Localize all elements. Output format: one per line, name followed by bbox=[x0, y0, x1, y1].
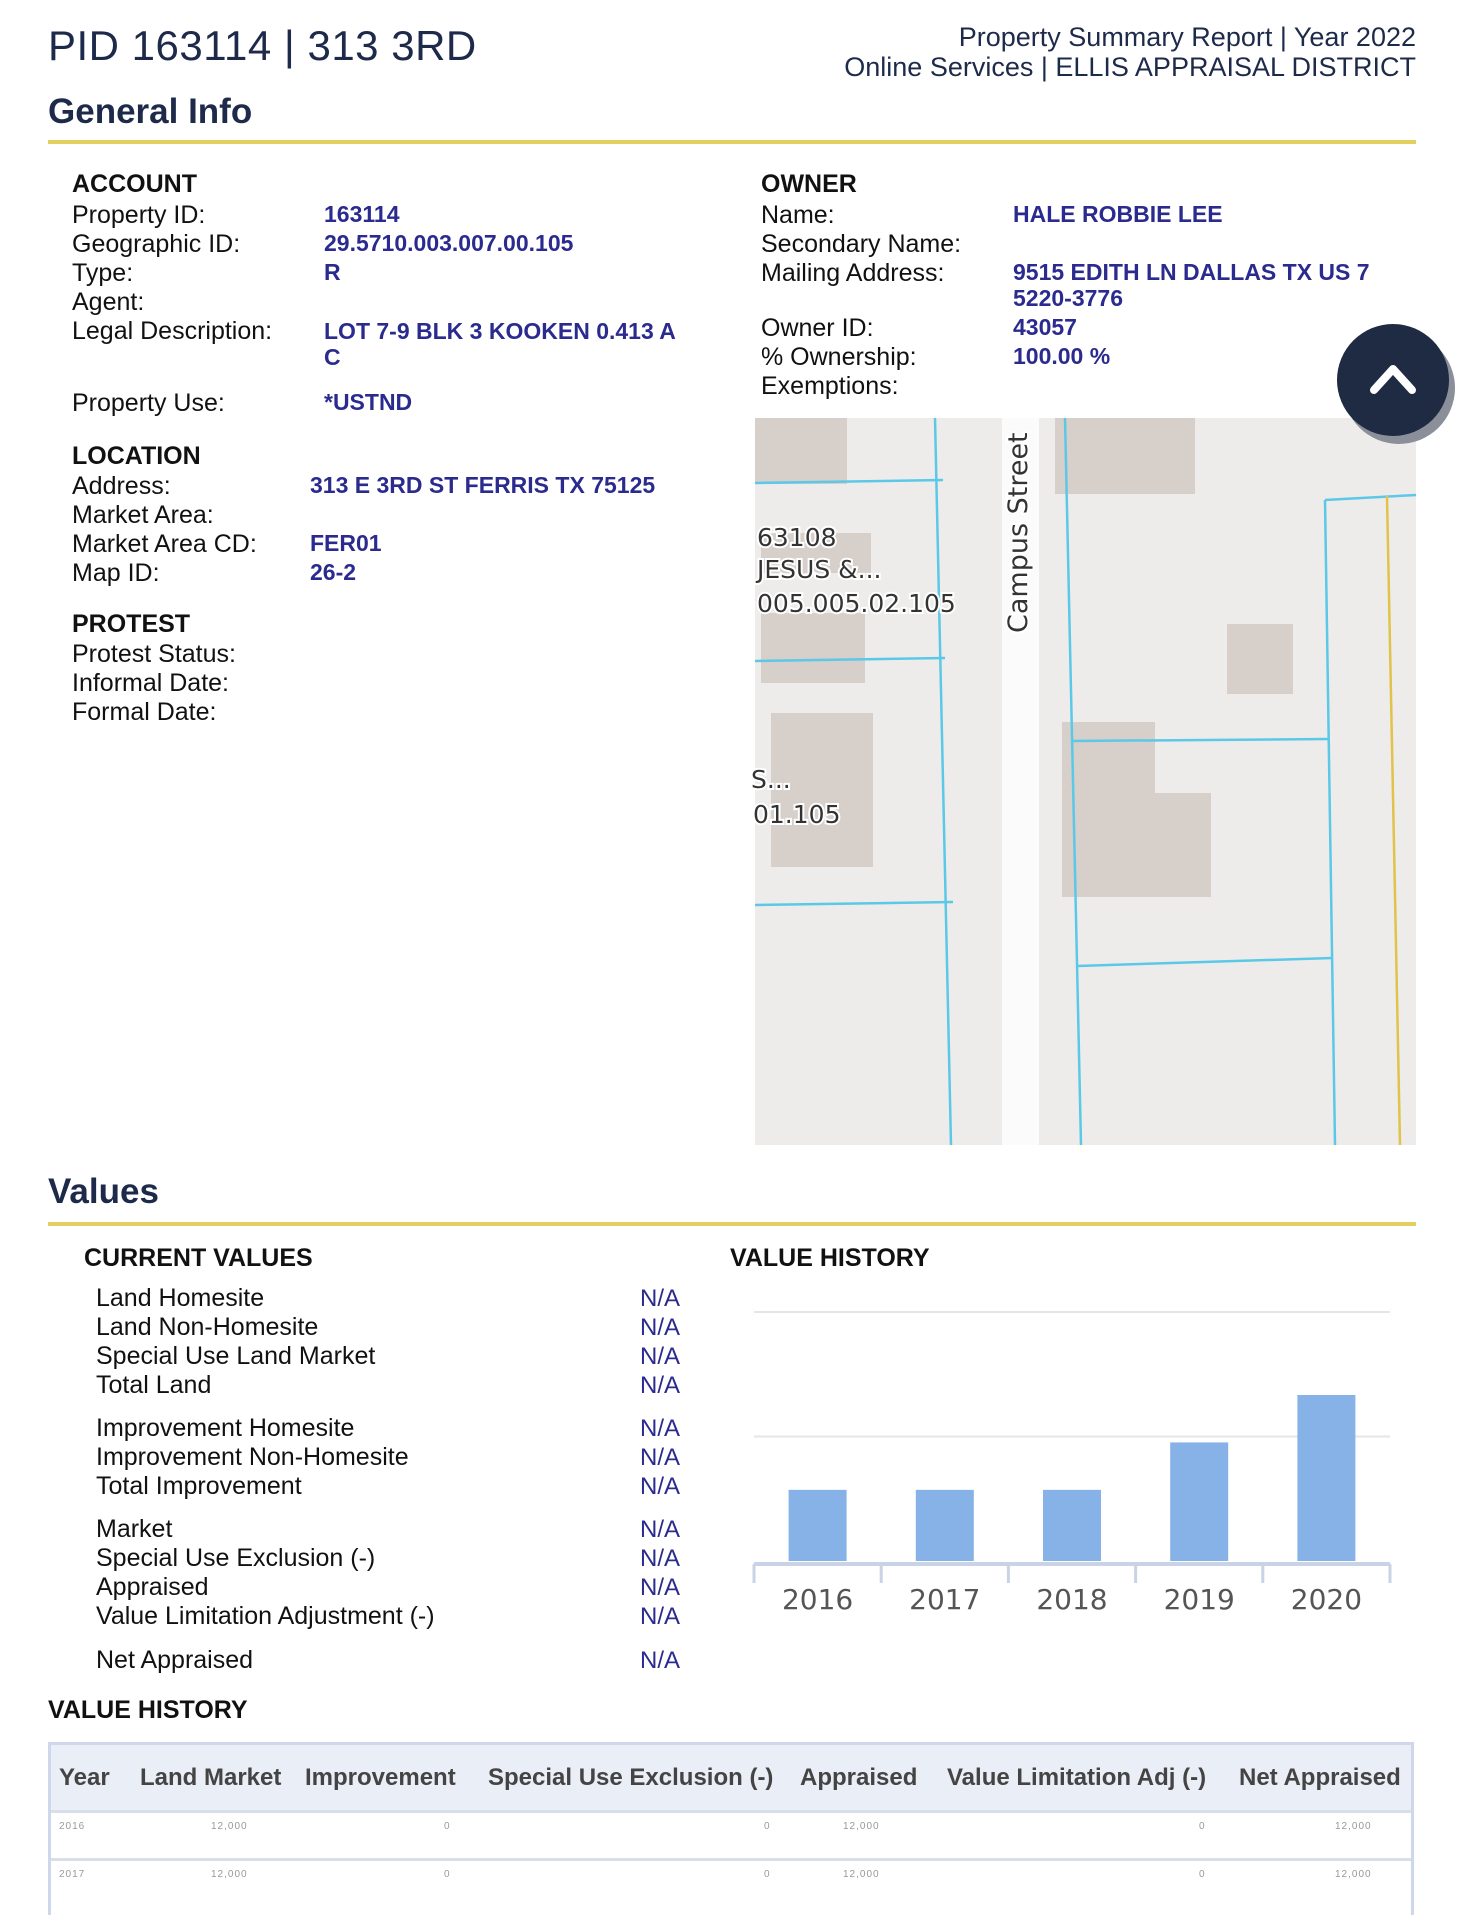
current-value-amount: N/A bbox=[640, 1314, 681, 1341]
formal-date-label: Formal Date: bbox=[72, 698, 217, 726]
market-area-label: Market Area: bbox=[72, 501, 214, 529]
divider bbox=[48, 1222, 1416, 1226]
chart-bar[interactable] bbox=[789, 1490, 847, 1561]
table-header bbox=[51, 1745, 1411, 1810]
table-cell: 12,000 bbox=[843, 1821, 880, 1832]
current-value-amount: N/A bbox=[640, 1574, 681, 1601]
owner-heading: OWNER bbox=[761, 170, 857, 198]
address-value: 313 E 3RD ST FERRIS TX 75125 bbox=[310, 472, 656, 498]
column-header-value-limitation-adj: Value Limitation Adj (-) bbox=[947, 1764, 1207, 1791]
informal-date-label: Informal Date: bbox=[72, 669, 230, 697]
column-header-year: Year bbox=[59, 1764, 110, 1791]
report-subtitle: Online Services | ELLIS APPRAISAL DISTRICT bbox=[844, 52, 1416, 82]
current-value-amount: N/A bbox=[640, 1343, 681, 1370]
map-parcel-text: S... bbox=[751, 765, 791, 794]
map-parcel-text: 005.005.02.105 bbox=[757, 589, 956, 618]
owner-id-label: Owner ID: bbox=[761, 314, 874, 342]
current-value-label: Improvement Non-Homesite bbox=[96, 1443, 409, 1471]
property-use-value: *USTND bbox=[324, 389, 413, 415]
current-value-label: Land Non-Homesite bbox=[96, 1313, 319, 1341]
value-history-table bbox=[48, 1742, 1414, 1915]
table-cell: 12,000 bbox=[1335, 1869, 1372, 1880]
exemptions-label: Exemptions: bbox=[761, 372, 899, 400]
chart-bar[interactable] bbox=[916, 1490, 974, 1561]
column-header-net-appraised: Net Appraised bbox=[1239, 1764, 1401, 1791]
chart-tick-label: 2019 bbox=[1163, 1583, 1235, 1616]
current-value-amount: N/A bbox=[640, 1444, 681, 1471]
divider bbox=[48, 140, 1416, 144]
owner-name-value: HALE ROBBIE LEE bbox=[1013, 201, 1223, 227]
building-shape bbox=[1227, 624, 1293, 694]
current-value-amount: N/A bbox=[640, 1372, 681, 1399]
map-canvas bbox=[751, 418, 1416, 1145]
column-header-land-market: Land Market bbox=[140, 1764, 282, 1791]
table-cell: 2017 bbox=[59, 1869, 86, 1880]
map-parcel-text: 63108 bbox=[757, 523, 837, 552]
current-value-amount: N/A bbox=[640, 1473, 681, 1500]
map-id-label: Map ID: bbox=[72, 559, 160, 587]
table-cell: 0 bbox=[1199, 1821, 1206, 1832]
chevron-up-icon bbox=[1337, 324, 1449, 436]
agent-label: Agent: bbox=[72, 288, 145, 316]
value-history-table-heading: VALUE HISTORY bbox=[48, 1696, 248, 1724]
values-heading: Values bbox=[48, 1172, 159, 1211]
chart-tick-label: 2020 bbox=[1290, 1583, 1363, 1616]
value-history-chart bbox=[740, 1290, 1400, 1630]
current-value-amount: N/A bbox=[640, 1545, 681, 1572]
current-value-label: Improvement Homesite bbox=[96, 1414, 355, 1442]
mailing-address-line1: 9515 EDITH LN DALLAS TX US 7 bbox=[1013, 259, 1370, 285]
chart-bar[interactable] bbox=[1043, 1490, 1101, 1561]
current-value-label: Special Use Land Market bbox=[96, 1342, 376, 1370]
map-id-value: 26-2 bbox=[310, 559, 357, 585]
scroll-to-top-button[interactable] bbox=[1337, 324, 1449, 436]
general-info-heading: General Info bbox=[48, 92, 253, 131]
chart-bar[interactable] bbox=[1297, 1395, 1355, 1561]
account-heading: ACCOUNT bbox=[72, 170, 197, 198]
chart-tick-label: 2018 bbox=[1036, 1583, 1108, 1616]
geographic-id-value: 29.5710.003.007.00.105 bbox=[324, 230, 574, 256]
market-area-cd-label: Market Area CD: bbox=[72, 530, 257, 558]
map-street-label: Campus Street bbox=[1003, 432, 1034, 633]
table-cell: 0 bbox=[444, 1821, 451, 1832]
chart-tick-label: 2017 bbox=[909, 1583, 981, 1616]
table-cell: 12,000 bbox=[1335, 1821, 1372, 1832]
legal-description-value-line1: LOT 7-9 BLK 3 KOOKEN 0.413 A bbox=[324, 318, 676, 344]
owner-name-label: Name: bbox=[761, 201, 835, 229]
map-parcel-text: JESUS &... bbox=[757, 555, 882, 584]
chart-tick-label: 2016 bbox=[781, 1583, 854, 1616]
mailing-address-label: Mailing Address: bbox=[761, 259, 945, 287]
table-cell: 2016 bbox=[59, 1821, 86, 1832]
type-value: R bbox=[324, 259, 341, 285]
map-parcel-text: 01.105 bbox=[753, 800, 841, 829]
current-value-label: Special Use Exclusion (-) bbox=[96, 1544, 376, 1572]
mailing-address-line2: 5220-3776 bbox=[1013, 285, 1123, 311]
legal-description-value-line2: C bbox=[324, 344, 341, 370]
location-heading: LOCATION bbox=[72, 442, 201, 470]
property-id-label: Property ID: bbox=[72, 201, 206, 229]
geographic-id-label: Geographic ID: bbox=[72, 230, 241, 258]
column-header-special-use-exclusion: Special Use Exclusion (-) bbox=[488, 1764, 774, 1791]
table-cell: 12,000 bbox=[211, 1869, 248, 1880]
current-value-amount: N/A bbox=[640, 1603, 681, 1630]
chart-bar[interactable] bbox=[1170, 1442, 1228, 1561]
protest-status-label: Protest Status: bbox=[72, 640, 236, 668]
building-shape bbox=[761, 613, 865, 683]
current-value-label: Net Appraised bbox=[96, 1646, 254, 1674]
ownership-label: % Ownership: bbox=[761, 343, 917, 371]
building-shape bbox=[1055, 418, 1195, 494]
secondary-name-label: Secondary Name: bbox=[761, 230, 962, 258]
table-cell: 0 bbox=[1199, 1869, 1206, 1880]
table-cell: 12,000 bbox=[843, 1869, 880, 1880]
current-value-label: Market bbox=[96, 1515, 173, 1543]
building-shape bbox=[755, 418, 847, 484]
current-value-amount: N/A bbox=[640, 1647, 681, 1674]
current-values-heading: CURRENT VALUES bbox=[84, 1244, 313, 1272]
table-row bbox=[51, 1810, 1411, 1861]
table-cell: 12,000 bbox=[211, 1821, 248, 1832]
property-map[interactable] bbox=[751, 418, 1416, 1145]
ownership-value: 100.00 % bbox=[1013, 343, 1111, 369]
table-cell: 0 bbox=[764, 1821, 771, 1832]
report-title: Property Summary Report | Year 2022 bbox=[958, 22, 1416, 52]
current-value-label: Value Limitation Adjustment (-) bbox=[96, 1602, 435, 1630]
property-use-label: Property Use: bbox=[72, 389, 225, 417]
current-value-label: Land Homesite bbox=[96, 1284, 265, 1312]
address-label: Address: bbox=[72, 472, 171, 500]
current-value-amount: N/A bbox=[640, 1285, 681, 1312]
current-value-amount: N/A bbox=[640, 1516, 681, 1543]
current-value-label: Total Land bbox=[96, 1371, 212, 1399]
value-history-chart-heading: VALUE HISTORY bbox=[730, 1244, 930, 1272]
table-cell: 0 bbox=[444, 1869, 451, 1880]
owner-id-value: 43057 bbox=[1013, 314, 1077, 340]
current-value-label: Total Improvement bbox=[96, 1472, 302, 1500]
type-label: Type: bbox=[72, 259, 134, 287]
property-id-value: 163114 bbox=[324, 201, 400, 227]
current-value-amount: N/A bbox=[640, 1415, 681, 1442]
market-area-cd-value: FER01 bbox=[310, 530, 382, 556]
table-cell: 0 bbox=[764, 1869, 771, 1880]
page-title: PID 163114 | 313 3RD bbox=[48, 22, 477, 69]
column-header-appraised: Appraised bbox=[800, 1764, 918, 1791]
chart-canvas bbox=[740, 1290, 1400, 1630]
current-value-label: Appraised bbox=[96, 1573, 209, 1601]
column-header-improvement: Improvement bbox=[305, 1764, 456, 1791]
protest-heading: PROTEST bbox=[72, 610, 191, 638]
table-row bbox=[51, 1858, 1411, 1909]
legal-description-label: Legal Description: bbox=[72, 317, 273, 345]
